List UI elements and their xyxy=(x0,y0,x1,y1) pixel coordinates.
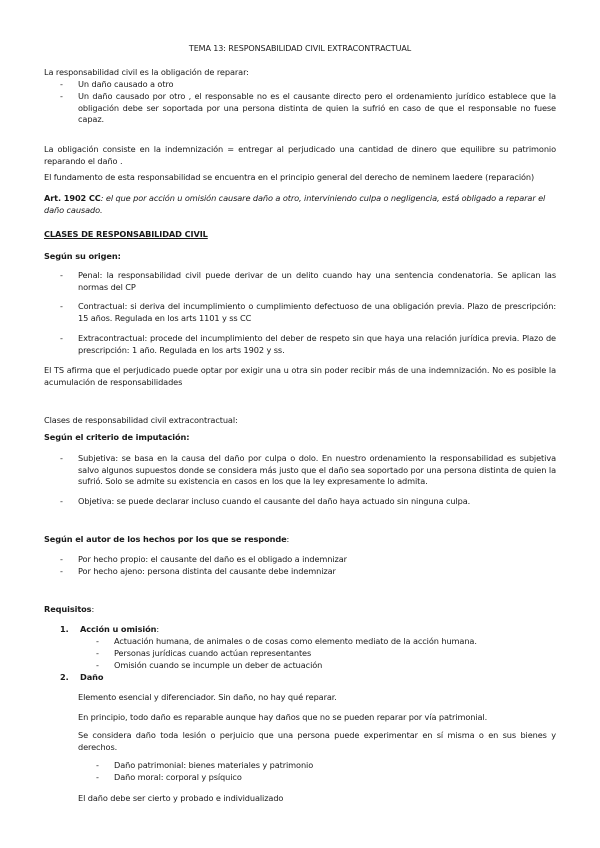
bullet-dash: - xyxy=(60,566,63,576)
autor-heading: Según el autor de los hechos por los que se responde: xyxy=(44,534,290,544)
intro-paragraph: La responsabilidad civil es la obligación de reparar: xyxy=(44,67,249,77)
requisito-1-item: - Actuación humana, de animales o de cosas como elemento mediato de la acción humana. xyxy=(96,636,477,646)
bullet-dash: - xyxy=(96,760,99,770)
clases-heading: CLASES DE RESPONSABILIDAD CIVIL xyxy=(44,229,208,239)
bullet-dash: - xyxy=(96,772,99,782)
indemnizacion-paragraph: La obligación consiste en la indemnización = entregar al perjudicado una cantidad de dinero que equilibre su patrimonio reparando el daño . xyxy=(44,144,556,166)
requisitos-heading: Requisitos: xyxy=(44,604,95,614)
bullet-dash: - xyxy=(60,91,63,101)
origen-list-item: - Extracontractual: procede del incumplimiento del deber de respeto sin que haya una relación jurídica previa. Plazo de prescripción: 1 año. Regulada en los arts 1902 y ss. xyxy=(60,333,556,355)
ts-paragraph: El TS afirma que el perjudicado puede optar por exigir una u otra sin poder recibir más de una indemnización. No es posible la acumulación de responsabilidades xyxy=(44,365,556,387)
intro-list-item: - Un daño causado a otro xyxy=(60,79,174,89)
autor-list-item: - Por hecho ajeno: persona distinta del causante debe indemnizar xyxy=(60,566,336,576)
bullet-dash: - xyxy=(60,270,63,280)
list-number: 2. xyxy=(60,672,69,682)
article-label: Art. 1902 CC xyxy=(44,193,101,203)
autor-list-item: - Por hecho propio: el causante del daño es el obligado a indemnizar xyxy=(60,554,347,564)
origen-heading: Según su origen: xyxy=(44,251,121,261)
dano-paragraph: Elemento esencial y diferenciador. Sin daño, no hay qué reparar. xyxy=(78,692,337,702)
list-number: 1. xyxy=(60,624,69,634)
requisito-1-item: - Omisión cuando se incumple un deber de actuación xyxy=(96,660,323,670)
clases-extra-paragraph: Clases de responsabilidad civil extracontractual: xyxy=(44,415,238,425)
bullet-dash: - xyxy=(60,496,63,506)
bullet-dash: - xyxy=(60,79,63,89)
dano-paragraph: Se considera daño toda lesión o perjuicio que una persona puede experimentar en sí misma o en sus bienes y derechos. xyxy=(78,730,556,752)
requisito-1: 1. Acción u omisión: xyxy=(60,624,160,634)
origen-list-item: - Penal: la responsabilidad civil puede derivar de un delito cuando hay una sentencia condenatoria. Se aplican las normas del CP xyxy=(60,270,556,292)
dano-list-item: - Daño moral: corporal y psíquico xyxy=(96,772,242,782)
bullet-dash: - xyxy=(96,660,99,670)
bullet-dash: - xyxy=(60,333,63,343)
dano-list-item: - Daño patrimonial: bienes materiales y patrimonio xyxy=(96,760,314,770)
requisito-1-item: - Personas jurídicas cuando actúan representantes xyxy=(96,648,312,658)
imputacion-list-item: - Subjetiva: se basa en la causa del daño por culpa o dolo. En nuestro ordenamiento la responsabilidad es subjetiva salvo algunos supuestos donde se considera más justo que el daño sea soportado por una persona distinta de quien la sufrió. Solo se admite su existencia en casos en los que la ley expresamente lo admita. xyxy=(60,453,556,487)
dano-paragraph: En principio, todo daño es reparable aunque hay daños que no se pueden reparar por vía patrimonial. xyxy=(78,712,488,722)
bullet-dash: - xyxy=(60,301,63,311)
bullet-dash: - xyxy=(96,648,99,658)
imputacion-heading: Según el criterio de imputación: xyxy=(44,432,190,442)
article-quote xyxy=(44,193,556,216)
intro-list-item: - Un daño causado por otro , el responsable no es el causante directo pero el ordenamiento jurídico establece que la obligación debe ser soportada por una persona distinta de quien la sufrió en caso de que el responsable no fuese capaz. xyxy=(60,91,556,125)
origen-list-item: - Contractual: si deriva del incumplimiento o cumplimiento defectuoso de una obligación previa. Plazo de prescripción: 15 años. Regulada en los arts 1101 y ss CC xyxy=(60,301,556,323)
imputacion-list-item: - Objetiva: se puede declarar incluso cuando el causante del daño haya actuado sin ninguna culpa. xyxy=(60,496,471,506)
bullet-dash: - xyxy=(60,554,63,564)
article-text: : el que por acción u omisión causare daño a otro, interviniendo culpa o negligencia, está obligado a reparar el daño causado. xyxy=(44,193,546,215)
fundamento-paragraph: El fundamento de esta responsabilidad se encuentra en el principio general del derecho de neminem laedere (reparación) xyxy=(44,172,535,182)
page-title: TEMA 13: RESPONSABILIDAD CIVIL EXTRACONTRACTUAL xyxy=(188,44,412,53)
bullet-dash: - xyxy=(96,636,99,646)
bullet-dash: - xyxy=(60,453,63,463)
requisito-2: 2. Daño xyxy=(60,672,104,682)
dano-paragraph: El daño debe ser cierto y probado e individualizado xyxy=(78,793,284,803)
